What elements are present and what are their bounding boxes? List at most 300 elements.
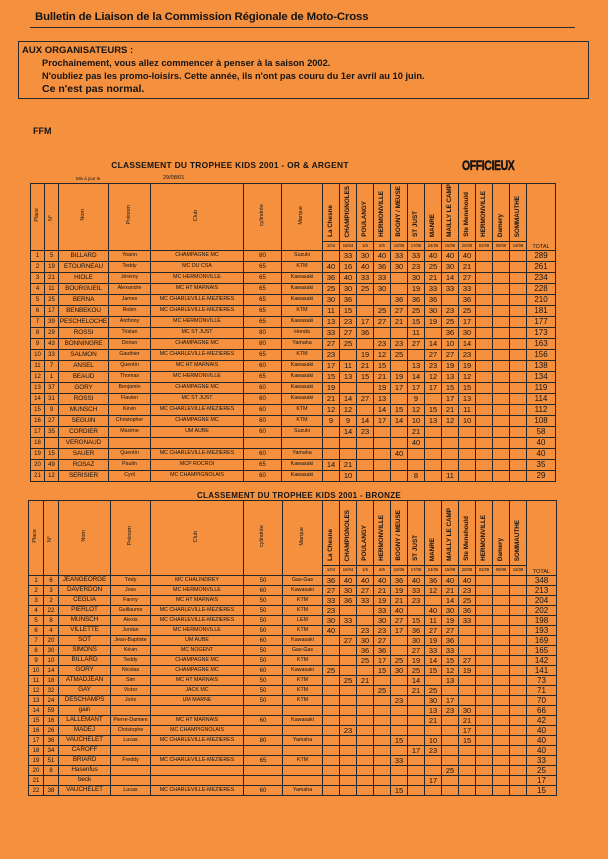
club-cell: MC CHARLEVILLE-MEZIERES [151, 616, 244, 626]
club-cell: MC CHARLEVILLE-MEZIERES [151, 295, 244, 306]
score-cell: 40 [391, 449, 408, 460]
score-cell [493, 372, 510, 383]
place-cell: 9 [29, 656, 44, 666]
score-cell: 11 [442, 471, 459, 482]
displacement-cell: 65 [244, 372, 282, 383]
brand-cell: Suzuki [282, 427, 323, 438]
brand-cell: Kawasaki [282, 383, 323, 394]
score-cell: 30 [459, 328, 476, 339]
score-cell [408, 716, 425, 726]
score-cell: 30 [425, 696, 442, 706]
score-cell: 14 [340, 427, 357, 438]
score-cell [340, 716, 357, 726]
score-cell [493, 328, 510, 339]
first-name-cell [109, 438, 151, 449]
score-cell: 25 [459, 306, 476, 317]
score-cell: 14 [340, 394, 357, 405]
rider-name-cell: VAUCHELET [59, 736, 111, 746]
first-name-cell: Maxime [109, 427, 151, 438]
race-header [510, 501, 527, 566]
score-cell: 19 [442, 361, 459, 372]
score-cell: 12 [374, 350, 391, 361]
first-name-cell: Sim [111, 676, 151, 686]
score-cell [493, 339, 510, 350]
race-date: 09/09 [493, 566, 510, 576]
score-cell: 17 [425, 776, 442, 786]
rider-name-cell: BEAUD [59, 372, 109, 383]
place-cell: 15 [29, 716, 44, 726]
first-name-cell: Yoann [109, 251, 151, 262]
score-cell: 25 [391, 656, 408, 666]
club-cell: CHAMPAGNE MC [151, 251, 244, 262]
score-cell [340, 776, 357, 786]
score-cell: 33 [374, 606, 391, 616]
club-cell: MC CHARLEVILLE-MEZIERES [151, 306, 244, 317]
score-cell [493, 736, 510, 746]
place-cell: 2 [31, 262, 45, 273]
column-header-num [45, 184, 59, 251]
score-cell: 40 [459, 576, 476, 586]
score-cell [374, 295, 391, 306]
score-cell: 23 [408, 596, 425, 606]
race-name: MANRE [428, 537, 436, 561]
brand-cell: Gas-Gas [283, 646, 323, 656]
score-cell [510, 766, 527, 776]
first-name-cell: Benjamin [109, 383, 151, 394]
rider-name-cell: BRIARD [59, 756, 111, 766]
score-cell: 30 [425, 306, 442, 317]
table-row [31, 350, 556, 361]
club-cell [151, 706, 244, 716]
table-row [29, 706, 557, 716]
score-cell [476, 776, 493, 786]
brand-cell: Kawasaki [283, 586, 323, 596]
score-cell [323, 736, 340, 746]
score-cell [357, 736, 374, 746]
score-cell [323, 786, 340, 796]
score-cell [476, 666, 493, 676]
score-cell: 13 [340, 372, 357, 383]
score-cell: 12 [408, 405, 425, 416]
race-header [323, 501, 340, 566]
brand-cell: KTM [283, 676, 323, 686]
displacement-cell: 60 [244, 471, 282, 482]
score-cell: 36 [357, 646, 374, 656]
score-cell: 16 [340, 262, 357, 273]
column-header-label: Nom [79, 209, 86, 221]
brand-cell: Kawasaki [282, 460, 323, 471]
first-name-cell: Teddy [109, 262, 151, 273]
updated-date: 29/08/01 [163, 175, 185, 181]
race-name: CHAMPIGNOLES [343, 185, 351, 237]
score-cell [476, 262, 493, 273]
race-header [357, 501, 374, 566]
race-name: ST JUST [411, 211, 419, 237]
score-cell [459, 786, 476, 796]
score-cell [476, 383, 493, 394]
total-cell: 42 [527, 716, 557, 726]
column-header-label: Nom [80, 530, 87, 542]
race-date: 10/06 [391, 242, 408, 251]
score-cell [357, 726, 374, 736]
club-cell: MC HT MARNAIS [151, 676, 244, 686]
score-cell [374, 776, 391, 786]
rider-number-cell: 22 [44, 606, 59, 616]
score-cell: 14 [425, 339, 442, 350]
score-cell [391, 676, 408, 686]
score-cell [340, 756, 357, 766]
rider-number-cell: 43 [45, 339, 59, 350]
score-cell: 12 [323, 405, 340, 416]
rider-number-cell [44, 776, 59, 786]
score-cell [493, 716, 510, 726]
score-cell: 11 [408, 328, 425, 339]
race-header [425, 501, 442, 566]
score-cell [340, 706, 357, 716]
score-cell [493, 361, 510, 372]
score-cell [476, 350, 493, 361]
score-cell: 21 [340, 460, 357, 471]
club-cell [151, 438, 244, 449]
score-cell: 25 [340, 676, 357, 686]
score-cell: 17 [374, 416, 391, 427]
brand-cell: Yamaha [282, 339, 323, 350]
rider-name-cell: Hasenfus [59, 766, 111, 776]
score-cell: 33 [391, 756, 408, 766]
total-cell: 33 [527, 756, 557, 766]
displacement-cell [244, 706, 283, 716]
score-cell: 12 [459, 372, 476, 383]
race-date: 1/5 [357, 566, 374, 576]
score-cell [493, 616, 510, 626]
score-cell [408, 460, 425, 471]
score-cell [476, 716, 493, 726]
club-cell: MC CHARLEVILLE-MEZIERES [151, 756, 244, 766]
score-cell [357, 786, 374, 796]
place-cell: 16 [29, 726, 44, 736]
score-cell [323, 251, 340, 262]
score-cell [408, 606, 425, 616]
rider-number-cell: 5 [45, 251, 59, 262]
score-cell: 15 [408, 616, 425, 626]
score-cell: 33 [323, 328, 340, 339]
score-cell [510, 696, 527, 706]
race-name: La Chesne [326, 205, 334, 237]
displacement-cell: 60 [244, 361, 282, 372]
displacement-cell: 65 [244, 317, 282, 328]
rider-name-cell: DAVERDON [59, 586, 111, 596]
total-cell: 228 [527, 284, 556, 295]
table-row [29, 766, 557, 776]
score-cell [476, 726, 493, 736]
race-header [408, 501, 425, 566]
score-cell: 27 [340, 328, 357, 339]
rider-name-cell: VERGNAUD [59, 438, 109, 449]
score-cell: 10 [442, 339, 459, 350]
score-cell: 25 [374, 686, 391, 696]
score-cell [459, 626, 476, 636]
rider-name-cell: BILLARD [59, 251, 109, 262]
score-cell: 40 [459, 251, 476, 262]
displacement-cell: 65 [244, 273, 282, 284]
score-cell [493, 262, 510, 273]
score-cell: 27 [459, 656, 476, 666]
score-cell [476, 696, 493, 706]
rider-number-cell: 34 [44, 746, 59, 756]
total-cell: 70 [527, 696, 557, 706]
rider-name-cell: BONNINGRE [59, 339, 109, 350]
place-cell: 21 [29, 776, 44, 786]
total-cell: 163 [527, 339, 556, 350]
column-header-place [29, 501, 44, 576]
header-row [29, 501, 557, 566]
column-header-label: Prénom [125, 205, 132, 225]
club-cell: MC CHAMPIGNOLAIS [151, 471, 244, 482]
rider-name-cell: SAUER [59, 449, 109, 460]
first-name-cell: Lucas [111, 736, 151, 746]
score-cell [493, 306, 510, 317]
race-name: SOMMAUTHE [513, 519, 521, 561]
column-header-prenom [109, 184, 151, 251]
race-date: 16/09 [510, 566, 527, 576]
score-cell: 11 [340, 361, 357, 372]
score-cell [340, 786, 357, 796]
rider-number-cell: 24 [44, 696, 59, 706]
place-cell: 1 [29, 576, 44, 586]
score-cell: 8 [408, 471, 425, 482]
club-cell: MC CHALINDREY [151, 576, 244, 586]
brand-cell [283, 746, 323, 756]
score-cell [374, 726, 391, 736]
table-row [29, 586, 557, 596]
place-cell: 5 [29, 616, 44, 626]
score-cell: 23 [425, 361, 442, 372]
score-cell: 15 [391, 736, 408, 746]
score-cell: 14 [391, 416, 408, 427]
race-date: 17/06 [408, 566, 425, 576]
score-cell [459, 686, 476, 696]
displacement-cell: 60 [244, 786, 283, 796]
score-cell: 19 [374, 383, 391, 394]
rider-number-cell [45, 438, 59, 449]
rider-name-cell: GORY [59, 383, 109, 394]
score-cell: 27 [374, 317, 391, 328]
score-cell [476, 636, 493, 646]
score-cell: 40 [408, 576, 425, 586]
score-cell: 12 [340, 405, 357, 416]
first-name-cell: Robin [109, 306, 151, 317]
score-cell [391, 776, 408, 786]
race-name: HERMONVILLE [377, 191, 385, 237]
first-name-cell: Pierre-Damien [111, 716, 151, 726]
club-cell: MC HERMONVILLE [151, 586, 244, 596]
place-cell: 14 [31, 394, 45, 405]
score-cell [323, 696, 340, 706]
score-cell [510, 394, 527, 405]
score-cell [357, 606, 374, 616]
score-cell [323, 438, 340, 449]
score-cell [476, 405, 493, 416]
displacement-cell: 60 [244, 636, 283, 646]
score-cell [510, 438, 527, 449]
score-cell: 40 [442, 576, 459, 586]
score-cell [374, 449, 391, 460]
score-cell [510, 383, 527, 394]
place-cell: 14 [29, 706, 44, 716]
brand-cell [283, 776, 323, 786]
table-row [31, 460, 556, 471]
score-cell: 21 [459, 716, 476, 726]
first-name-cell: Joris [111, 696, 151, 706]
score-cell [493, 284, 510, 295]
score-cell: 27 [391, 306, 408, 317]
score-cell [323, 756, 340, 766]
club-cell: MC CHARLEVILLE-MEZIERES [151, 449, 244, 460]
score-cell: 21 [374, 372, 391, 383]
first-name-cell: Quentin [109, 361, 151, 372]
score-cell [374, 471, 391, 482]
score-cell: 15 [391, 786, 408, 796]
score-cell: 15 [442, 656, 459, 666]
score-cell [357, 706, 374, 716]
score-cell: 21 [425, 273, 442, 284]
first-name-cell: Jean-Baptiste [111, 636, 151, 646]
race-header [374, 184, 391, 242]
table-row [31, 416, 556, 427]
rider-name-cell: SOT [59, 636, 111, 646]
race-date: 24/06 [425, 566, 442, 576]
score-cell: 17 [374, 656, 391, 666]
rider-name-cell: HIOLE [59, 273, 109, 284]
score-cell: 17 [323, 361, 340, 372]
score-cell: 21 [442, 405, 459, 416]
score-cell [493, 746, 510, 756]
score-cell [340, 646, 357, 656]
club-cell: UM AUBE [151, 427, 244, 438]
total-cell: 210 [527, 295, 556, 306]
column-header-label: cylindrée [258, 203, 265, 226]
score-cell [391, 636, 408, 646]
score-cell: 23 [408, 262, 425, 273]
score-cell [493, 471, 510, 482]
score-cell [476, 372, 493, 383]
score-cell: 19 [459, 361, 476, 372]
score-cell [357, 756, 374, 766]
score-cell [340, 746, 357, 756]
score-cell [510, 251, 527, 262]
table-row [31, 273, 556, 284]
rider-number-cell: 26 [44, 726, 59, 736]
score-cell [374, 696, 391, 706]
score-cell [459, 676, 476, 686]
place-cell: 21 [31, 471, 45, 482]
score-cell [391, 716, 408, 726]
score-cell [442, 726, 459, 736]
place-cell: 11 [31, 361, 45, 372]
rider-name-cell: VILLETTE [59, 626, 111, 636]
rider-number-cell: 25 [45, 295, 59, 306]
score-cell: 33 [442, 284, 459, 295]
score-cell [391, 706, 408, 716]
place-cell: 5 [31, 295, 45, 306]
score-cell [493, 766, 510, 776]
rider-number-cell: 18 [44, 676, 59, 686]
score-cell: 25 [323, 666, 340, 676]
table-row [29, 716, 557, 726]
score-cell: 30 [391, 666, 408, 676]
brand-cell: KTM [282, 306, 323, 317]
table-row [31, 383, 556, 394]
score-cell: 13 [374, 394, 391, 405]
race-header [408, 184, 425, 242]
score-cell: 23 [357, 427, 374, 438]
rider-name-cell: BERNA [59, 295, 109, 306]
race-header [476, 184, 493, 242]
score-cell: 23 [374, 626, 391, 636]
race-header [442, 501, 459, 566]
race-date: 16/09 [510, 242, 527, 251]
score-cell [493, 786, 510, 796]
table-row [31, 339, 556, 350]
race-header [442, 184, 459, 242]
brand-cell: KTM [282, 262, 323, 273]
score-cell [340, 350, 357, 361]
column-header-marque [283, 501, 323, 576]
score-cell: 30 [459, 706, 476, 716]
score-cell [408, 726, 425, 736]
score-cell [374, 746, 391, 756]
race-header [459, 501, 476, 566]
score-cell [493, 776, 510, 786]
score-cell [476, 736, 493, 746]
rider-name-cell: SEGUIN [59, 416, 109, 427]
score-cell [476, 626, 493, 636]
score-cell: 36 [459, 295, 476, 306]
column-header-club [151, 184, 244, 251]
score-cell [510, 284, 527, 295]
score-cell: 11 [323, 306, 340, 317]
race-name: BOGNY / MEUSE [394, 186, 402, 237]
race-name: Ste Menehould [462, 192, 470, 237]
score-cell: 40 [323, 626, 340, 636]
score-cell: 33 [340, 616, 357, 626]
score-cell: 27 [323, 339, 340, 350]
total-cell: 348 [527, 576, 557, 586]
race-header [374, 501, 391, 566]
score-cell [442, 427, 459, 438]
displacement-cell: 60 [244, 586, 283, 596]
club-cell: MC HERMONVILLE [151, 626, 244, 636]
score-cell [340, 686, 357, 696]
score-cell [357, 339, 374, 350]
score-cell [340, 449, 357, 460]
score-cell: 19 [374, 596, 391, 606]
table-row [31, 295, 556, 306]
total-cell: 177 [527, 317, 556, 328]
table-row [29, 636, 557, 646]
column-header-label: Place [32, 529, 39, 543]
score-cell: 33 [374, 273, 391, 284]
displacement-cell: 60 [244, 405, 282, 416]
table-row [31, 284, 556, 295]
rider-name-cell: MADEJ [59, 726, 111, 736]
score-cell [510, 339, 527, 350]
displacement-cell: 80 [244, 736, 283, 746]
race-date: 02/09 [476, 566, 493, 576]
score-cell: 19 [391, 586, 408, 596]
score-cell [510, 306, 527, 317]
score-cell [459, 449, 476, 460]
